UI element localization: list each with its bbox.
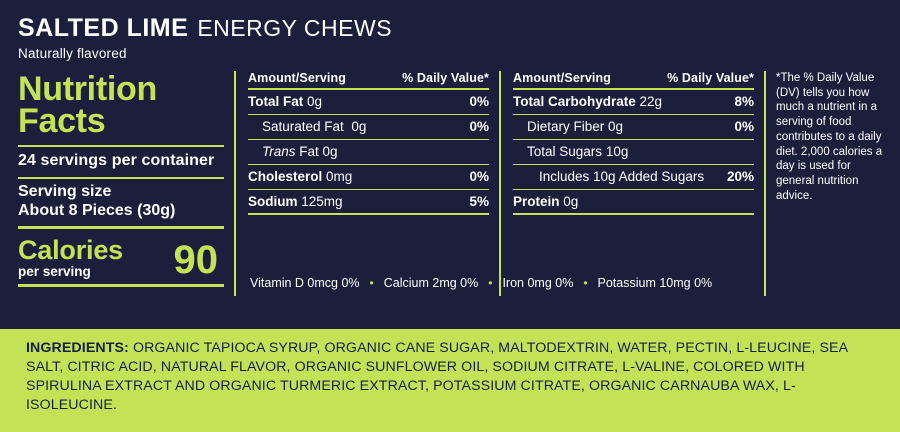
amount-per-serving-header-left: Amount/Serving [248,71,346,85]
calories-row [18,234,224,283]
divider-under-title [18,145,224,147]
serving-size-value: About 8 Pieces (30g) [18,201,176,219]
ingredients-section [0,329,900,432]
table-row [513,165,754,190]
nutrient-dv: 0% [734,119,754,134]
nutrient-amount: 0g [351,119,367,134]
table-row [248,165,489,190]
nutrient-dv: 0% [469,169,489,184]
table-row [248,90,489,115]
nutrient-name: Includes 10g Added Sugars [539,169,705,184]
nutrients-header-left [248,71,489,90]
nutrient-amount: 0g [307,94,323,109]
product-title-type: ENERGY CHEWS [197,15,393,41]
flavor-note: Naturally flavored [18,46,127,61]
potassium-value: Potassium 10mg 0% [597,276,713,290]
calories-label: Calories [18,234,123,265]
nutrients-header-right [513,71,754,90]
nutrition-facts-title [18,70,224,141]
nutrient-amount: 22g [639,94,663,109]
daily-value-header-right: % Daily Value* [667,71,754,85]
nutrient-name: Total Fat [248,94,304,109]
nutrient-dv: 0% [469,119,489,134]
nutrition-summary-column [18,71,236,296]
nutrient-amount: 0g [608,119,624,134]
nutrient-name: Total Sugars [527,144,603,159]
divider-above-calories [18,226,224,229]
calories-per-serving-label: per serving [18,263,91,279]
table-row [513,190,754,215]
nutrient-dv: 5% [469,194,489,209]
nutrient-dv: 20% [726,169,754,184]
nutrients-column-right [501,71,766,296]
nutrient-name: Sodium [248,194,298,209]
amount-per-serving-header-right: Amount/Serving [513,71,611,85]
nutrient-amount: 125mg [301,194,343,209]
nutrient-name: Cholesterol [248,169,323,184]
ingredients-text: ORGANIC TAPIOCA SYRUP, ORGANIC CANE SUGAR, MALTODEXTRIN, WATER, PECTIN, L-LEUCINE, SEA SALT, CITRIC ACID, NATURAL FLAVOR, ORGANIC SUNFLOWER OIL, SODIUM CITRATE, L-VALINE, COLORED WITH SPIRULINA EXTRACT AND ORGANIC TURMERIC EXTRACT, POTASSIUM CITRATE, ORGANIC CARNAUBA WAX, L-ISOLEUCINE. [26,340,848,413]
divider-under-calories [18,284,224,287]
divider-under-servings [18,177,224,179]
product-title [18,14,882,43]
serving-size-label: Serving size [18,182,112,200]
nutrient-name: Protein [513,194,560,209]
daily-value-footnote: *The % Daily Value (DV) tells you how much a nutrient in a serving of food contributes to a daily diet. 2,000 calories a day is used for general nutrition advice. [776,72,883,202]
nutrient-name: Saturated Fat [262,119,344,134]
nutrient-amount: 0mg [326,169,353,184]
bullet-separator-icon: • [369,276,374,290]
calories-value: 90 [173,238,218,283]
servings-per-container: 24 servings per container [18,151,215,169]
nutrient-name: Dietary Fiber [527,119,605,134]
table-row [513,140,754,165]
nutrient-amount: 0g [563,194,579,209]
product-title-flavor: SALTED LIME [18,14,189,42]
nutrient-amount: 10g [605,144,629,159]
daily-value-header-left: % Daily Value* [402,71,489,85]
iron-value: Iron 0mg 0% [502,276,574,290]
calcium-value: Calcium 2mg 0% [383,276,479,290]
nutrient-dv: 0% [469,94,489,109]
table-row [513,115,754,140]
bullet-separator-icon: • [488,276,493,290]
nutrition-facts-title-line2: Facts [18,102,106,141]
table-row [248,140,489,165]
table-row [513,90,754,115]
product-header [0,0,900,69]
nutrition-facts-title-line1: Nutrition [18,70,157,108]
table-row [248,190,489,215]
vitamins-minerals-row [238,276,764,290]
nutrients-column-left [236,71,501,296]
nutrient-dv: 8% [734,94,754,109]
ingredients-label: INGREDIENTS: [26,340,129,356]
vitamin-d-value: Vitamin D 0mcg 0% [250,276,360,290]
nutrient-name: Trans [262,144,296,159]
nutrition-facts-panel [18,71,884,296]
nutrient-amount: Fat 0g [299,144,338,159]
table-row [248,115,489,140]
nutrient-name: Total Carbohydrate [513,94,636,109]
bullet-separator-icon: • [583,276,588,290]
